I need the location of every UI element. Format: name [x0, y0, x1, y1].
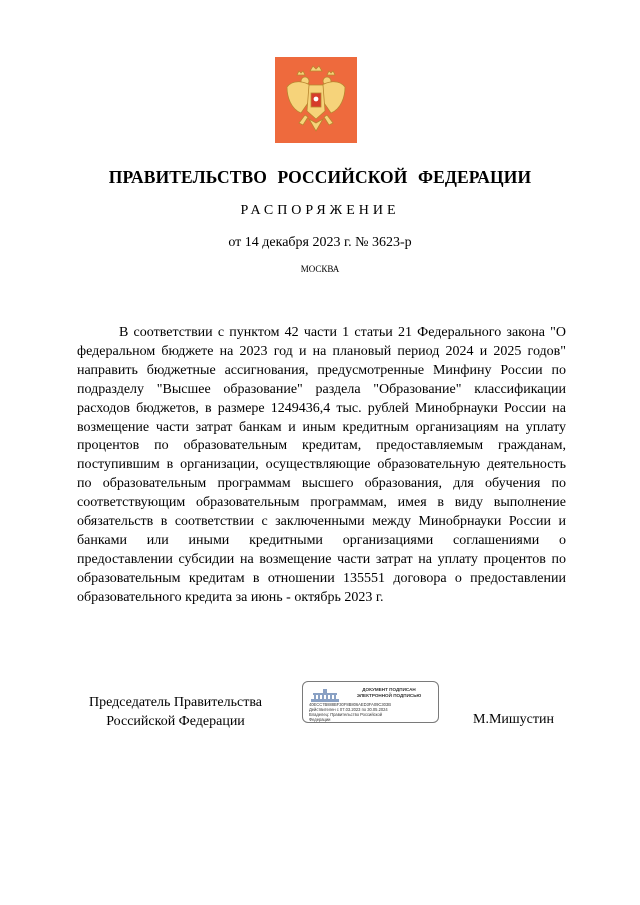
government-title: ПРАВИТЕЛЬСТВО РОССИЙСКОЙ ФЕДЕРАЦИИ: [108, 167, 532, 187]
signer-name: М.Мишустин: [473, 712, 554, 727]
signer-position-line2: Российской Федерации: [106, 714, 245, 729]
stamp-owner-line2: Федерации: [309, 717, 331, 722]
document-type: РАСПОРЯЖЕНИЕ: [240, 203, 400, 218]
signer-position: [78, 693, 273, 731]
order-paragraph: В соответствии с пунктом 42 части 1 статьи 21 Федерального закона "О федеральном бюджете на 2023 год и на плановый период 2024 и 2025 годов" направить бюджетные ассигнования, предусмотренные Минфину России по подразделу "Высшее образование" раздела "Образование" классификации расходов бюджетов, в размере 1249436,4 тыс. рублей Минобрнауки России на возмещение части затрат банкам и иным кредитным организациям на уплату процентов по образовательным кредитам, предоставляемым гражданам, поступившим в организации, осуществляющие образовательную деятельность по образовательным программам высшего образования, для обучения по соответствующим образовательным программам, имея в виду выполнение обязательств в соответствии с заключенными между Минобрнауки России и банками или иными кредитными организациями соглашениями о предоставлении субсидии на возмещение части затрат на уплату процентов по образовательным кредитам в отношении 135551 договора о предоставлении образовательного кредита за июнь - октябрь 2023 г.: [77, 325, 566, 605]
electronic-signature-stamp: [302, 681, 439, 723]
stamp-owner-line1: Владелец: Правительство Российской: [309, 712, 383, 717]
government-building-icon: [311, 688, 339, 702]
stamp-title-line2: ЭЛЕКТРОННОЙ ПОДПИСЬЮ: [356, 693, 422, 698]
coat-of-arms-emblem: [275, 57, 357, 143]
document-date-number: от 14 декабря 2023 г. № 3623-р: [228, 235, 412, 250]
stamp-validity: Действителен с 07.03.2023 по 30.05.2024: [309, 707, 388, 712]
document-city: МОСКВА: [300, 264, 340, 274]
russian-coat-of-arms-icon: [275, 57, 357, 143]
stamp-title-line1: ДОКУМЕНТ ПОДПИСАН: [362, 687, 416, 692]
stamp-title: [343, 687, 435, 699]
signer-position-line1: Председатель Правительства: [89, 695, 262, 710]
stamp-certificate: 40ECC7B888BF30F8B806AED3FA09C303B: [309, 702, 391, 707]
